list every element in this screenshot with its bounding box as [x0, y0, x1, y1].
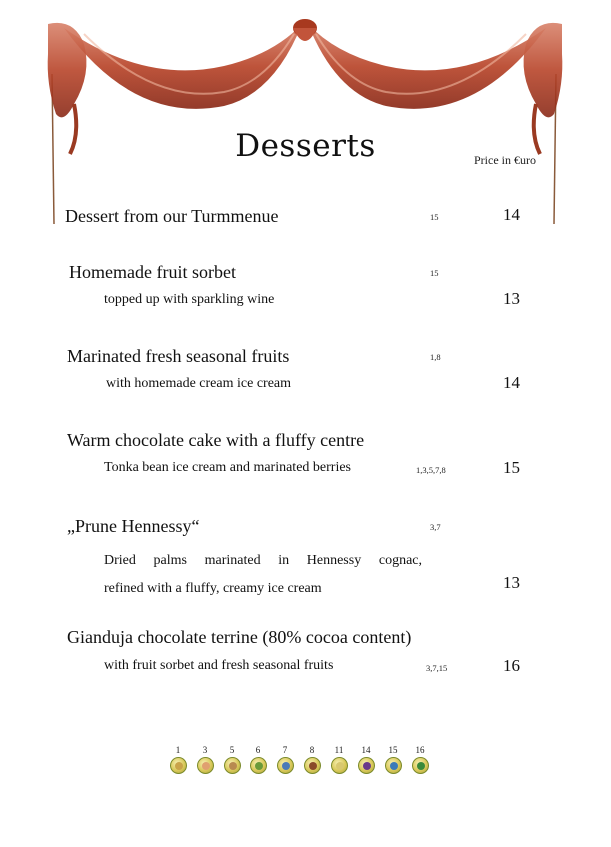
menu-item-description-line: refined with a fluffy, creamy ice cream: [104, 581, 322, 596]
legend-item: [300, 744, 324, 774]
legend-item: [327, 744, 351, 774]
nut-icon: [304, 757, 321, 774]
legend-item: [381, 744, 405, 774]
allergen-codes: 1,3,5,7,8: [416, 465, 446, 475]
price-note: Price in €uro: [474, 153, 536, 167]
legend-number: 11: [334, 745, 344, 755]
page-title: Desserts: [235, 128, 376, 164]
menu-item-name: Gianduja chocolate terrine (80% cocoa content): [67, 627, 412, 647]
legend-number: 14: [361, 745, 371, 755]
item-price: 13: [503, 573, 520, 592]
soy-icon: [250, 757, 267, 774]
unknown-icon: [385, 757, 402, 774]
mollusc-icon: [358, 757, 375, 774]
menu-item-description: topped up with sparkling wine: [104, 292, 275, 307]
legend-item: [408, 744, 432, 774]
legend-item: [273, 744, 297, 774]
egg-icon: [197, 757, 214, 774]
legend-number: 8: [309, 745, 315, 755]
allergen-codes: 1,8: [430, 352, 441, 362]
allergen-codes: 15: [430, 268, 439, 278]
menu-item-name: Homemade fruit sorbet: [69, 262, 236, 282]
grain-icon: [170, 757, 187, 774]
menu-item-name: Marinated fresh seasonal fruits: [67, 346, 290, 366]
allergen-codes: 3,7: [430, 522, 441, 532]
milk-icon: [277, 757, 294, 774]
menu-item-description: with fruit sorbet and fresh seasonal fruits: [104, 658, 334, 673]
legend-item: [354, 744, 378, 774]
item-price: 14: [503, 373, 520, 392]
allergen-codes: 15: [430, 212, 439, 222]
allergen-codes: 3,7,15: [426, 663, 448, 673]
legend-number: 15: [388, 745, 398, 755]
menu-item-description-line: Dried palms marinated in Hennessy cognac,: [104, 553, 422, 568]
legend-item: [166, 744, 190, 774]
legend-item: [220, 744, 244, 774]
item-price: 14: [503, 205, 520, 224]
legend-number: 3: [202, 745, 208, 755]
peanut-icon: [224, 757, 241, 774]
legend-number: 7: [282, 745, 288, 755]
item-price: 15: [503, 458, 520, 477]
none-icon: [412, 757, 429, 774]
menu-item-description: Tonka bean ice cream and marinated berries: [104, 460, 352, 475]
sesame-icon: [331, 757, 348, 774]
menu-item-description: with homemade cream ice cream: [106, 376, 292, 391]
legend-item: [246, 744, 270, 774]
menu-item-name: Dessert from our Turmmenue: [65, 206, 279, 226]
legend-number: 16: [415, 745, 425, 755]
menu-item-name: Warm chocolate cake with a fluffy centre: [67, 430, 365, 450]
menu-item-name: „Prune Hennessy“: [67, 516, 200, 536]
legend-number: 6: [255, 745, 261, 755]
legend-item: [193, 744, 217, 774]
item-price: 13: [503, 289, 520, 308]
item-price: 16: [503, 656, 520, 675]
legend-number: 1: [175, 745, 181, 755]
curtain-drape-decoration: [44, 14, 566, 224]
allergen-legend: [160, 744, 440, 780]
legend-number: 5: [229, 745, 235, 755]
